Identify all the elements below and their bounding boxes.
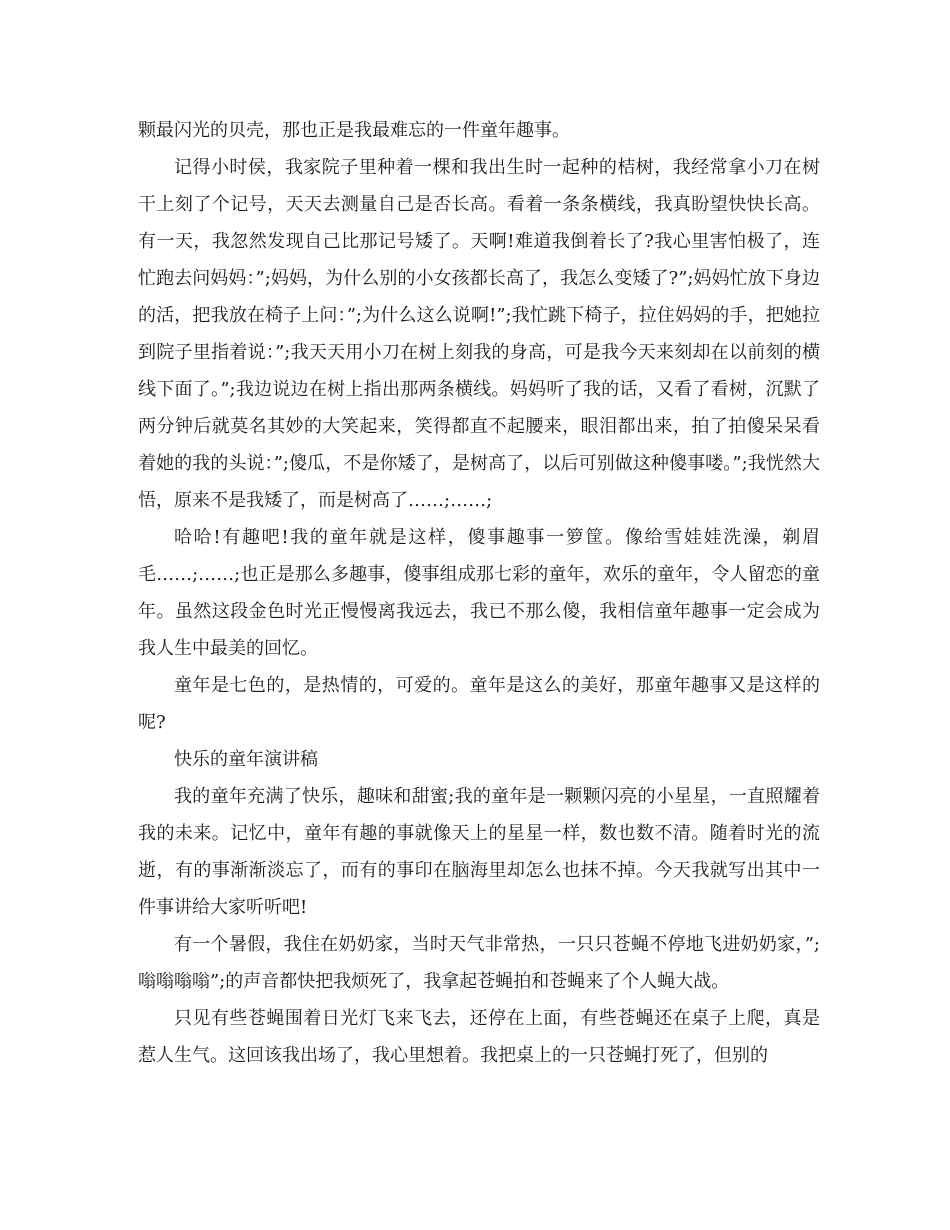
paragraph-fly-battle: 只见有些苍蝇围着日光灯飞来飞去，还停在上面，有些苍蝇还在桌子上爬，真是惹人生气。这回该我出场了，我心里想着。我把桌上的一只苍蝇打死了，但别的 [138,1008,820,1066]
section-heading: 快乐的童年演讲稿 [174,749,318,770]
paragraph-summer-flies: 有一个暑假，我住在奶奶家，当时天气非常热，一只只苍蝇不停地飞进奶奶家，”;嗡嗡嗡嗡”;的声音都快把我烦死了，我拿起苍蝇拍和苍蝇来了个人蝇大战。 [138,934,820,992]
document-body [138,112,820,1074]
paragraph-continuation: 颗最闪光的贝壳，那也正是我最难忘的一件童年趣事。 [138,120,570,141]
paragraph-tree-story: 记得小时侯，我家院子里种着一棵和我出生时一起种的桔树，我经常拿小刀在树干上刻了个记号，天天去测量自己是否长高。看着一条条横线，我真盼望快快长高。有一天，我忽然发现自己比那记号矮了。天啊!难道我倒着长了?我心里害怕极了，连忙跑去问妈妈：”;妈妈，为什么别的小女孩都长高了，我怎么变矮了?”;妈妈忙放下身边的活，把我放在椅子上问：”;为什么这么说啊!”;我忙跳下椅子，拉住妈妈的手，把她拉到院子里指着说：”;我天天用小刀在树上刻我的身高，可是我今天来刻却在以前刻的横线下面了。”;我边说边在树上指出那两条横线。妈妈听了我的话，又看了看树，沉默了两分钟后就莫名其妙的大笑起来，笑得都直不起腰来，眼泪都出来，拍了拍傻呆呆看着她的我的头说：”;傻瓜，不是你矮了，是树高了，以后可别做这种傻事喽。”;我恍然大悟，原来不是我矮了，而是树高了……;……; [138,157,820,511]
paragraph-happy-childhood: 我的童年充满了快乐，趣味和甜蜜;我的童年是一颗颗闪亮的小星星，一直照耀着我的未来。记忆中，童年有趣的事就像天上的星星一样，数也数不清。随着时光的流逝，有的事渐渐淡忘了，而有的事印在脑海里却怎么也抹不掉。今天我就写出其中一件事讲给大家听听吧! [138,786,820,918]
paragraph-colorful-childhood: 童年是七色的，是热情的，可爱的。童年是这么的美好，那童年趣事又是这样的呢? [138,675,820,733]
paragraph-fun-childhood: 哈哈!有趣吧!我的童年就是这样，傻事趣事一箩筐。像给雪娃娃洗澡，剃眉毛……;……;也正是那么多趣事，傻事组成那七彩的童年，欢乐的童年，令人留恋的童年。虽然这段金色时光正慢慢离我远去，我已不那么傻，我相信童年趣事一定会成为我人生中最美的回忆。 [138,527,820,659]
